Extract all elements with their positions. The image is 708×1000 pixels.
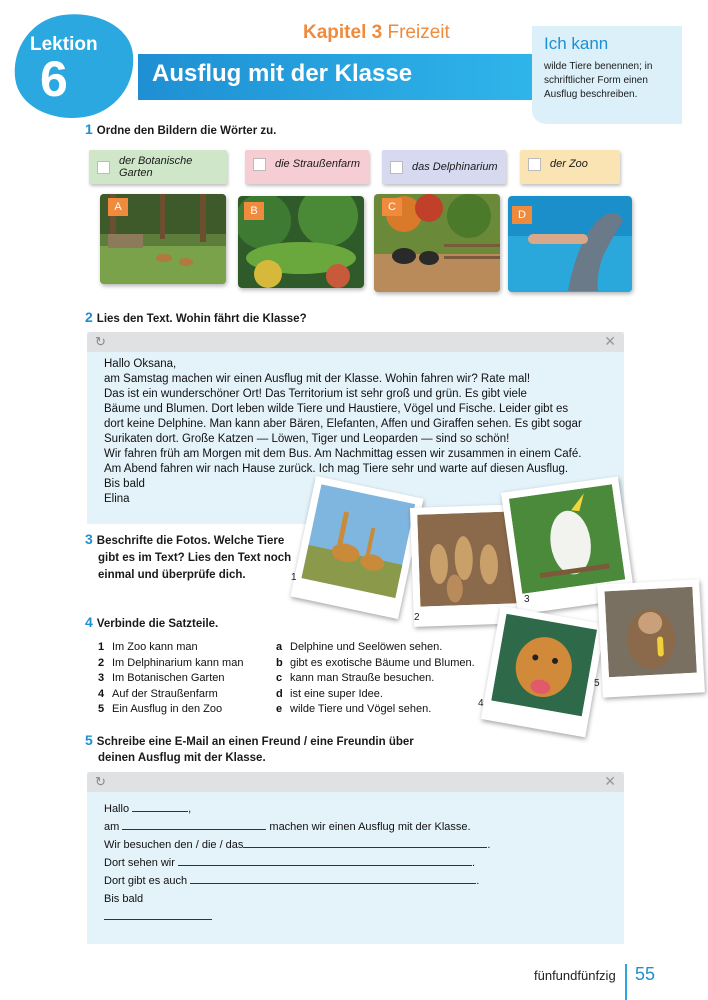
photo-letter: C: [382, 198, 402, 216]
task-number: 1: [85, 121, 93, 137]
cockatoo-image: [509, 484, 625, 594]
form-line: [104, 872, 490, 890]
match-right-list: [276, 640, 475, 718]
photo-number: 4: [478, 698, 484, 709]
letter-line: Wir fahren früh am Morgen mit dem Bus. Am Nachmittag essen wir zusammen in einem Café.: [104, 448, 582, 460]
task4-heading: [85, 614, 218, 632]
refresh-icon[interactable]: ↻: [95, 774, 106, 789]
form-text: .: [476, 875, 480, 887]
blank-field[interactable]: [178, 854, 472, 866]
form-text: Bis bald: [104, 893, 144, 905]
task-instruction: gibt es im Text? Lies den Text noch: [98, 552, 292, 564]
list-item: 4 Auf der Straußenfarm: [98, 687, 218, 700]
letter-line: dort keine Delphine. Man kann aber Bären, Elefanten, Affen und Giraffen sehen. Es gibt sogar: [104, 418, 582, 430]
list-item: 5 Ein Ausflug in den Zoo: [98, 703, 223, 715]
blank-field[interactable]: [122, 818, 266, 830]
letter-line: Am Abend fahren wir nach Hause zurück. Ich mag Tiere sehr und warte auf diesen Ausflug.: [104, 463, 569, 475]
task-number: 5: [85, 732, 93, 748]
polaroid-dog: [481, 606, 605, 738]
word-label[interactable]: [382, 150, 506, 184]
form-line: [104, 818, 490, 836]
checkbox[interactable]: [97, 161, 110, 174]
close-icon[interactable]: ✕: [604, 333, 616, 349]
list-item: 3 Im Botanischen Garten: [98, 672, 225, 684]
form-text: Wir besuchen den / die / das: [104, 839, 244, 851]
form-text: Dort sehen wir: [104, 857, 175, 869]
meerkats-image: [417, 511, 518, 606]
checkbox[interactable]: [253, 158, 266, 171]
word-text: der Zoo: [550, 158, 588, 170]
checkbox[interactable]: [528, 158, 541, 171]
word-text: der Botanische Garten: [119, 155, 193, 179]
form-line: [104, 890, 490, 908]
blank-field[interactable]: [243, 836, 487, 848]
word-label[interactable]: [245, 150, 369, 184]
form-line: [104, 854, 490, 872]
form-text: am: [104, 821, 120, 833]
page-number-word: fünfundfünfzig: [534, 968, 616, 983]
form-text: .: [487, 839, 491, 851]
photo-number: 1: [291, 572, 297, 583]
form-text: .: [471, 857, 476, 869]
blank-field[interactable]: [190, 872, 476, 884]
letter-line: Hallo Oksana,: [104, 358, 177, 370]
ichkann-title: Ich kann: [544, 34, 609, 53]
monkey-image: [604, 587, 696, 677]
task-instruction: Ordne den Bildern die Wörter zu.: [96, 125, 277, 137]
task-number: 3: [85, 531, 93, 547]
task-instruction: Lies den Text. Wohin fährt die Klasse?: [96, 313, 307, 325]
page-title: Ausflug mit der Klasse: [152, 60, 413, 87]
refresh-icon[interactable]: ↻: [95, 334, 106, 349]
photo-letter: B: [244, 202, 264, 220]
task-number: 2: [85, 309, 93, 325]
giraffes-image: [301, 484, 415, 598]
task-instruction: Schreibe eine E-Mail an einen Freund / eine Freundin über: [96, 736, 414, 748]
word-text: die Straußenfarm: [275, 158, 360, 170]
panel-toolbar: [87, 332, 624, 352]
email-form: [104, 800, 490, 926]
task-instruction: deinen Ausflug mit der Klasse.: [98, 752, 266, 764]
word-text: das Delphinarium: [412, 161, 498, 173]
polaroid-monkey: [597, 579, 705, 697]
letter-line: am Samstag machen wir einen Ausflug mit der Klasse. Wohin fahren wir? Rate mal!: [104, 373, 531, 385]
blank-field[interactable]: [132, 800, 188, 812]
ichkann-text: wilde Tiere benennen; in schriftlicher Form einen Ausflug beschreiben.: [544, 61, 653, 100]
checkbox[interactable]: [390, 161, 403, 174]
form-text: machen wir einen Ausflug mit der Klasse.: [269, 821, 471, 833]
word-label[interactable]: [89, 150, 227, 184]
kapitel-prefix: Kapitel 3: [303, 22, 383, 43]
list-item: c kann man Strauße besuchen.: [276, 672, 435, 684]
list-item: a Delphine und Seelöwen sehen.: [276, 641, 443, 653]
form-text: Dort gibt es auch: [104, 875, 188, 887]
task-instruction: Beschrifte die Fotos. Welche Tiere: [96, 535, 285, 547]
task-instruction: einmal und überprüfe dich.: [98, 569, 246, 581]
form-text: ,: [188, 803, 192, 815]
form-text: Hallo: [104, 803, 130, 815]
page-number: 55: [635, 964, 656, 984]
list-item: b gibt es exotische Bäume und Blumen.: [276, 656, 475, 669]
blank-field[interactable]: [104, 908, 212, 920]
list-item: d ist eine super Idee.: [276, 687, 383, 700]
lektion-label: Lektion: [30, 34, 98, 55]
list-item: e wilde Tiere und Vögel sehen.: [276, 703, 432, 715]
form-line: [104, 836, 490, 854]
match-left-list: [98, 640, 243, 718]
kapitel-name: Freizeit: [387, 22, 450, 43]
lektion-badge: [7, 6, 140, 126]
polaroid-giraffes: [290, 476, 423, 619]
dog-image: [491, 614, 597, 717]
letter-line: Bäume und Blumen. Dort leben wilde Tiere und Haustiere, Vögel und Fische. Leider gibt es: [104, 403, 569, 415]
photo-number: 3: [524, 594, 530, 605]
letter-line: Bis bald: [104, 478, 145, 490]
list-item: 1 Im Zoo kann man: [98, 641, 198, 653]
panel-toolbar: [87, 772, 624, 792]
task-instruction: Verbinde die Satzteile.: [96, 618, 219, 630]
task3-heading: [85, 531, 291, 584]
form-line: [104, 800, 490, 818]
task2-heading: [85, 309, 307, 327]
photo-letter: A: [108, 198, 128, 216]
form-line: [104, 908, 490, 926]
kapitel-heading: [303, 22, 450, 44]
letter-line: Surikaten dort. Große Katzen — Löwen, Tiger und Leoparden — sind so schön!: [104, 433, 510, 445]
footer-divider: [625, 964, 627, 1000]
photo-number: 2: [414, 612, 420, 623]
list-item: 2 Im Delphinarium kann man: [98, 656, 244, 669]
task1-heading: [85, 121, 276, 139]
photo-number: 5: [594, 678, 600, 689]
letter-line: Das ist ein wunderschöner Ort! Das Territorium ist sehr groß und grün. Es gibt viele: [104, 388, 527, 400]
task5-heading: [85, 732, 414, 766]
task-number: 4: [85, 614, 93, 630]
letter-line: Elina: [104, 493, 130, 505]
photo-letter: D: [512, 206, 532, 224]
close-icon[interactable]: ✕: [604, 773, 616, 789]
word-label[interactable]: [520, 150, 620, 184]
lektion-number: 6: [40, 51, 68, 107]
